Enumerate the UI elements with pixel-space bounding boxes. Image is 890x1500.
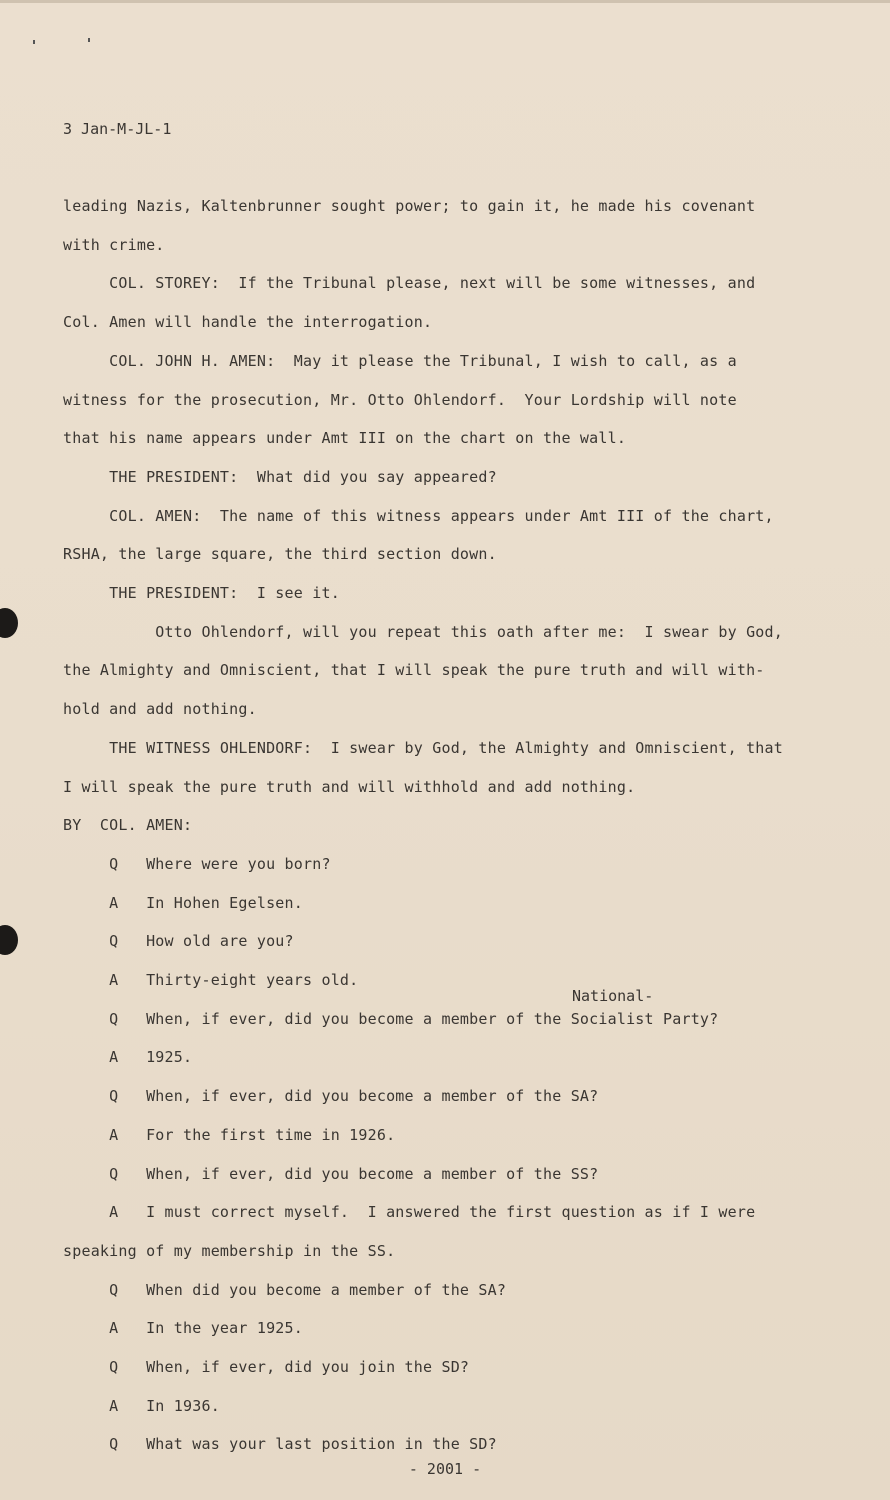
transcript-line: COL. AMEN: The name of this witness appears under Amt III of the chart, xyxy=(63,506,774,525)
transcript-line: Col. Amen will handle the interrogation. xyxy=(63,313,433,332)
transcript-line: A In the year 1925. xyxy=(63,1319,303,1338)
transcript-line: Q Where were you born? xyxy=(63,854,331,873)
transcript-line: Q When, if ever, did you become a member of the SA? xyxy=(63,1087,599,1106)
transcript-line: A In Hohen Egelsen. xyxy=(63,893,303,912)
transcript-line: BY COL. AMEN: xyxy=(63,816,193,835)
transcript-line: Q What was your last position in the SD? xyxy=(63,1435,497,1454)
transcript-line: Q How old are you? xyxy=(63,932,294,951)
interlinear-insertion: National- xyxy=(572,987,654,1005)
transcript-line: A 1925. xyxy=(63,1048,193,1067)
transcript-line: THE PRESIDENT: What did you say appeared? xyxy=(63,467,497,486)
transcript-line: Q When, if ever, did you join the SD? xyxy=(63,1358,470,1376)
transcript-line: Q When, if ever, did you become a member of the SS? xyxy=(63,1164,599,1183)
document-header: 3 Jan-M-JL-1 xyxy=(63,120,172,138)
transcript-line: I will speak the pure truth and will withhold and add nothing. xyxy=(63,777,636,796)
page-mark xyxy=(88,38,90,42)
transcript-line: Otto Ohlendorf, will you repeat this oath after me: I swear by God, xyxy=(63,622,783,641)
transcript-line: RSHA, the large square, the third section down. xyxy=(63,545,497,564)
transcript-line: that his name appears under Amt III on the chart on the wall. xyxy=(63,429,627,448)
page-mark xyxy=(33,40,35,44)
transcript-line: THE WITNESS OHLENDORF: I swear by God, the Almighty and Omniscient, that xyxy=(63,738,783,757)
transcript-line: Q When, if ever, did you become a member of the Socialist Party? xyxy=(63,1009,719,1028)
page-edge xyxy=(0,0,890,3)
transcript-line: COL. STOREY: If the Tribunal please, next will be some witnesses, and xyxy=(63,274,756,293)
transcript-line: A In 1936. xyxy=(63,1396,220,1415)
transcript-line: witness for the prosecution, Mr. Otto Ohlendorf. Your Lordship will note xyxy=(63,390,737,409)
transcript-line: COL. JOHN H. AMEN: May it please the Tribunal, I wish to call, as a xyxy=(63,351,737,370)
page-number: - 2001 - xyxy=(408,1460,482,1478)
punch-hole xyxy=(0,608,18,638)
transcript-line: A For the first time in 1926. xyxy=(63,1125,396,1144)
transcript-line: Q When did you become a member of the SA? xyxy=(63,1280,507,1299)
transcript-line: hold and add nothing. xyxy=(63,700,257,719)
punch-hole xyxy=(0,925,18,955)
transcript-line: THE PRESIDENT: I see it. xyxy=(63,584,340,602)
transcript-line: A Thirty-eight years old. xyxy=(63,971,359,989)
transcript-line: leading Nazis, Kaltenbrunner sought power; to gain it, he made his covenant xyxy=(63,197,756,215)
transcript-line: the Almighty and Omniscient, that I will speak the pure truth and will with- xyxy=(63,661,765,680)
transcript-line: A I must correct myself. I answered the first question as if I were xyxy=(63,1203,756,1222)
transcript-line: with crime. xyxy=(63,235,165,254)
transcript-line: speaking of my membership in the SS. xyxy=(63,1241,396,1260)
